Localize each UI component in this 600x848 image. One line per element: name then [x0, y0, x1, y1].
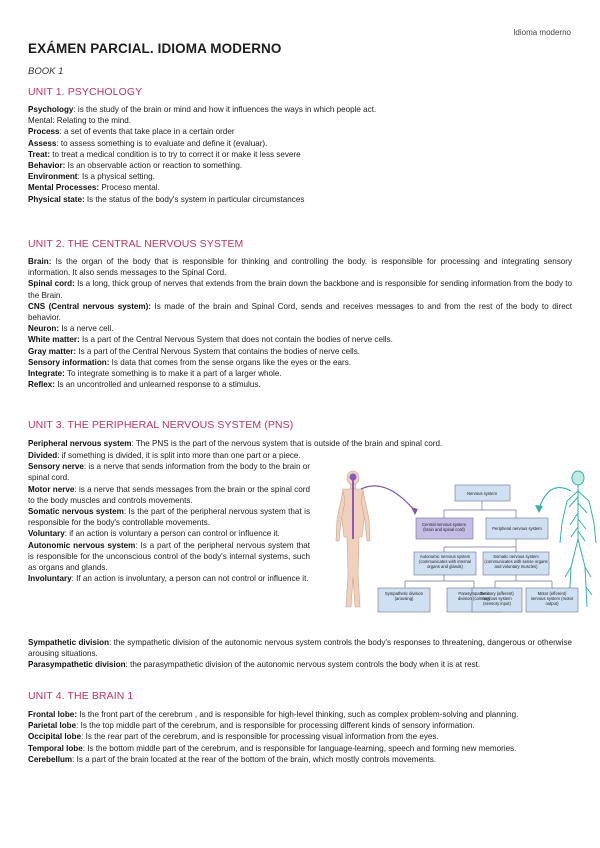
unit-2-body — [28, 256, 572, 390]
definition-text: Is an observable action or reaction to something. — [65, 161, 243, 171]
arrow-to-cns — [361, 486, 415, 511]
definition-text: To integrate something is to make it a part of a larger whole. — [64, 369, 282, 379]
definition-term: Neuron: — [28, 324, 60, 334]
unit-3-body — [28, 637, 572, 671]
definition-entry — [28, 573, 310, 584]
label-motor: Motor (efferent) nervous system (motor output) — [530, 591, 574, 606]
unit-3-heading: UNIT 3. THE PERIPHERAL NERVOUS SYSTEM (PNS) — [28, 419, 294, 431]
definition-entry — [28, 278, 572, 300]
definition-term: Somatic nervous system — [28, 507, 124, 517]
human-figure-right — [560, 471, 596, 607]
definition-entry — [28, 138, 572, 149]
definition-entry — [28, 540, 310, 574]
definition-entry — [28, 731, 572, 742]
definition-entry — [28, 720, 572, 731]
unit-2-heading: UNIT 2. THE CENTRAL NERVOUS SYSTEM — [28, 238, 244, 250]
definition-term: Mental Processes: — [28, 183, 100, 193]
definition-text: Is a part of the Central Nervous System that does not contain the bodies of nerve cells. — [79, 335, 393, 345]
definition-term: CNS (Central nervous system): — [28, 301, 151, 311]
definition-term: Integrate: — [28, 369, 65, 379]
definition-text: Is data that comes from the sense organs like the eyes or the ears. — [109, 357, 351, 367]
definition-text: : a set of events that take place in a certain order — [59, 127, 235, 137]
definition-term: Environment — [28, 172, 78, 182]
book-label: BOOK 1 — [28, 66, 64, 77]
definition-term: Peripheral nervous system — [28, 439, 132, 448]
definition-text: : is a nerve that sends messages from the brain or the spinal cord to the body muscles and controls movements. — [28, 484, 310, 505]
definition-entry — [28, 709, 572, 720]
label-root: Nervous system — [466, 491, 498, 496]
definition-text: : the parasympathetic division of the autonomic nervous system controls the body when it is at rest. — [125, 660, 481, 670]
definition-text: Is made of the brain and Spinal Cord, sends and receives messages to and from the rest of the body to direct behavior. — [28, 301, 572, 323]
definition-entry — [28, 323, 572, 334]
definition-entry — [28, 104, 572, 115]
definition-entry — [28, 379, 572, 390]
definition-text: : Is a part of the peripheral nervous system that is responsible for the unconscious control of the body's internal systems, such as organs and glands. — [28, 540, 311, 573]
definition-term: Spinal cord: — [28, 279, 75, 289]
definition-text: : is a nerve that sends information from the body to the brain or spinal cord. — [28, 462, 310, 483]
label-sensory: Sensory (afferent) nervous system (sensory input) — [480, 591, 514, 606]
definition-text: Is the organ of the body that is responsible for thinking and controlling the body. is responsible for processing and integrating sensory information. It also sends messages to the Spinal Cord. — [28, 257, 572, 278]
definition-text: : Is a physical setting. — [77, 172, 155, 182]
definition-text: Is a nerve cell. — [59, 324, 114, 334]
definition-entry — [28, 506, 310, 528]
definition-term: Physical state: — [28, 194, 85, 204]
definition-text: : to assess something is to evaluate and define it (evaluar). — [56, 138, 268, 148]
unit-3-intro — [28, 438, 572, 449]
definition-text: : is the study of the brain or mind and how it influences the ways in which people act. — [73, 105, 377, 114]
definition-term: Motor nerve — [28, 484, 75, 494]
nervous-system-diagram — [331, 467, 600, 615]
definition-entry — [28, 149, 572, 160]
unit-4-body — [28, 709, 572, 765]
definition-term: Autonomic nervous system — [28, 540, 136, 550]
label-cns: Central nervous system (brain and spinal cord) — [422, 522, 466, 532]
definition-entry — [28, 334, 572, 345]
definition-entry — [28, 346, 572, 357]
definition-term: Psychology — [28, 105, 74, 114]
definition-term: Voluntary — [28, 529, 65, 539]
definition-entry — [28, 357, 572, 368]
definition-term: Frontal lobe: — [28, 710, 78, 719]
definition-term: Brain: — [28, 257, 52, 266]
definition-text: to treat a medical condition is to try to correct it or make it less severe — [50, 149, 301, 159]
definition-term: Treat: — [28, 149, 51, 159]
definition-term: Parasympathetic division — [28, 660, 126, 670]
definition-entry — [28, 450, 310, 461]
definition-text: : If an action is involuntary, a person can not control or influence it. — [71, 574, 309, 584]
definition-term: Sensory nerve — [28, 462, 84, 472]
definition-text: : the sympathetic division of the autonomic nervous system controls the body's responses to threatening, dangerous or otherwise arousing situations. — [28, 638, 572, 659]
definition-text: : if an action is voluntary a person can control or influence it. — [64, 529, 280, 539]
definition-text: : if something is divided, it is split into more than one part or a piece. — [57, 451, 301, 460]
definition-entry — [28, 115, 572, 126]
label-somatic: Somatic nervous system (communicates with sense organs and voluntary muscles) — [484, 554, 548, 569]
definition-term: Temporal lobe — [28, 743, 83, 753]
definition-term: Process — [28, 127, 60, 137]
definition-text: Is a part of the Central Nervous System that contains the bodies of nerve cells. — [76, 346, 361, 356]
label-sympathetic: Sympathetic division (arousing) — [384, 591, 424, 601]
label-pns: Peripheral nervous system — [492, 526, 542, 531]
definition-entry — [28, 182, 572, 193]
definition-term: Sympathetic division — [28, 638, 110, 647]
definition-entry — [28, 754, 572, 765]
definition-entry — [28, 160, 572, 171]
definition-text: Is an uncontrolled and unlearned response to a stimulus. — [55, 380, 261, 390]
definition-term: Involuntary — [28, 574, 72, 584]
definition-entry — [28, 368, 572, 379]
header-label: Idioma moderno — [513, 28, 571, 37]
unit-3-side-body — [28, 450, 310, 584]
definition-entry — [28, 126, 572, 137]
definition-entry — [28, 194, 572, 205]
definition-term: White matter: — [28, 335, 80, 345]
unit-1-body — [28, 104, 572, 205]
definition-text: : Is the top middle part of the cerebrum, and is responsible for processing different kinds of sensory information. — [76, 721, 475, 731]
definition-text: Is a long, thick group of nerves that extends from the brain down the backbone and is responsible for sending information from the body to the Brain. — [28, 279, 572, 300]
definition-term: Parietal lobe — [28, 721, 77, 731]
definition-text: Mental: Relating to the mind. — [28, 116, 132, 126]
definition-term: Cerebellum — [28, 754, 73, 764]
definition-entry — [28, 637, 572, 659]
definition-entry — [28, 659, 572, 670]
definition-text: : Is the bottom middle part of the cerebrum, and is responsible for language-learning, speech and forming new memories. — [82, 743, 517, 753]
definition-term: Occipital lobe — [28, 732, 82, 742]
definition-text: : Is a part of the brain located at the rear of the bottom of the brain, which mostly controls movements. — [72, 754, 437, 764]
definition-text: : Is the rear part of the cerebrum, and is responsible for processing visual information from the eyes. — [81, 732, 439, 742]
definition-text: : Is the part of the peripheral nervous system that is responsible for the body's controllable movements. — [28, 507, 310, 528]
definition-entry — [28, 171, 572, 182]
definition-text: Is the front part of the cerebrum , and is responsible for high-level thinking, such as complex problem-solving and planning. — [77, 710, 519, 719]
definition-entry — [28, 256, 572, 278]
definition-term: Behavior: — [28, 161, 66, 171]
definition-term: Sensory information: — [28, 357, 110, 367]
definition-entry — [28, 484, 310, 506]
definition-term: Gray matter: — [28, 346, 77, 356]
definition-text: Is the status of the body's system in particular circumstances — [84, 194, 305, 204]
definition-text: Proceso mental. — [99, 183, 160, 193]
definition-term: Reflex: — [28, 380, 55, 390]
page-title: EXÁMEN PARCIAL. IDIOMA MODERNO — [28, 41, 282, 56]
definition-text: : The PNS is the part of the nervous system that is outside of the brain and spinal cord. — [131, 439, 443, 448]
definition-entry — [28, 461, 310, 483]
unit-4-heading: UNIT 4. THE BRAIN 1 — [28, 690, 134, 702]
definition-term: Assess — [28, 138, 57, 148]
definition-entry — [28, 528, 310, 539]
definition-term: Divided — [28, 451, 58, 460]
label-autonomic: Autonomic nervous system (communicates with internal organs and glands) — [419, 554, 471, 569]
definition-entry — [28, 438, 572, 449]
definition-entry — [28, 301, 572, 323]
label-parasympathetic: Parasympathetic division (calming) — [457, 591, 491, 601]
definition-entry — [28, 743, 572, 754]
unit-1-heading: UNIT 1. PSYCHOLOGY — [28, 86, 143, 98]
